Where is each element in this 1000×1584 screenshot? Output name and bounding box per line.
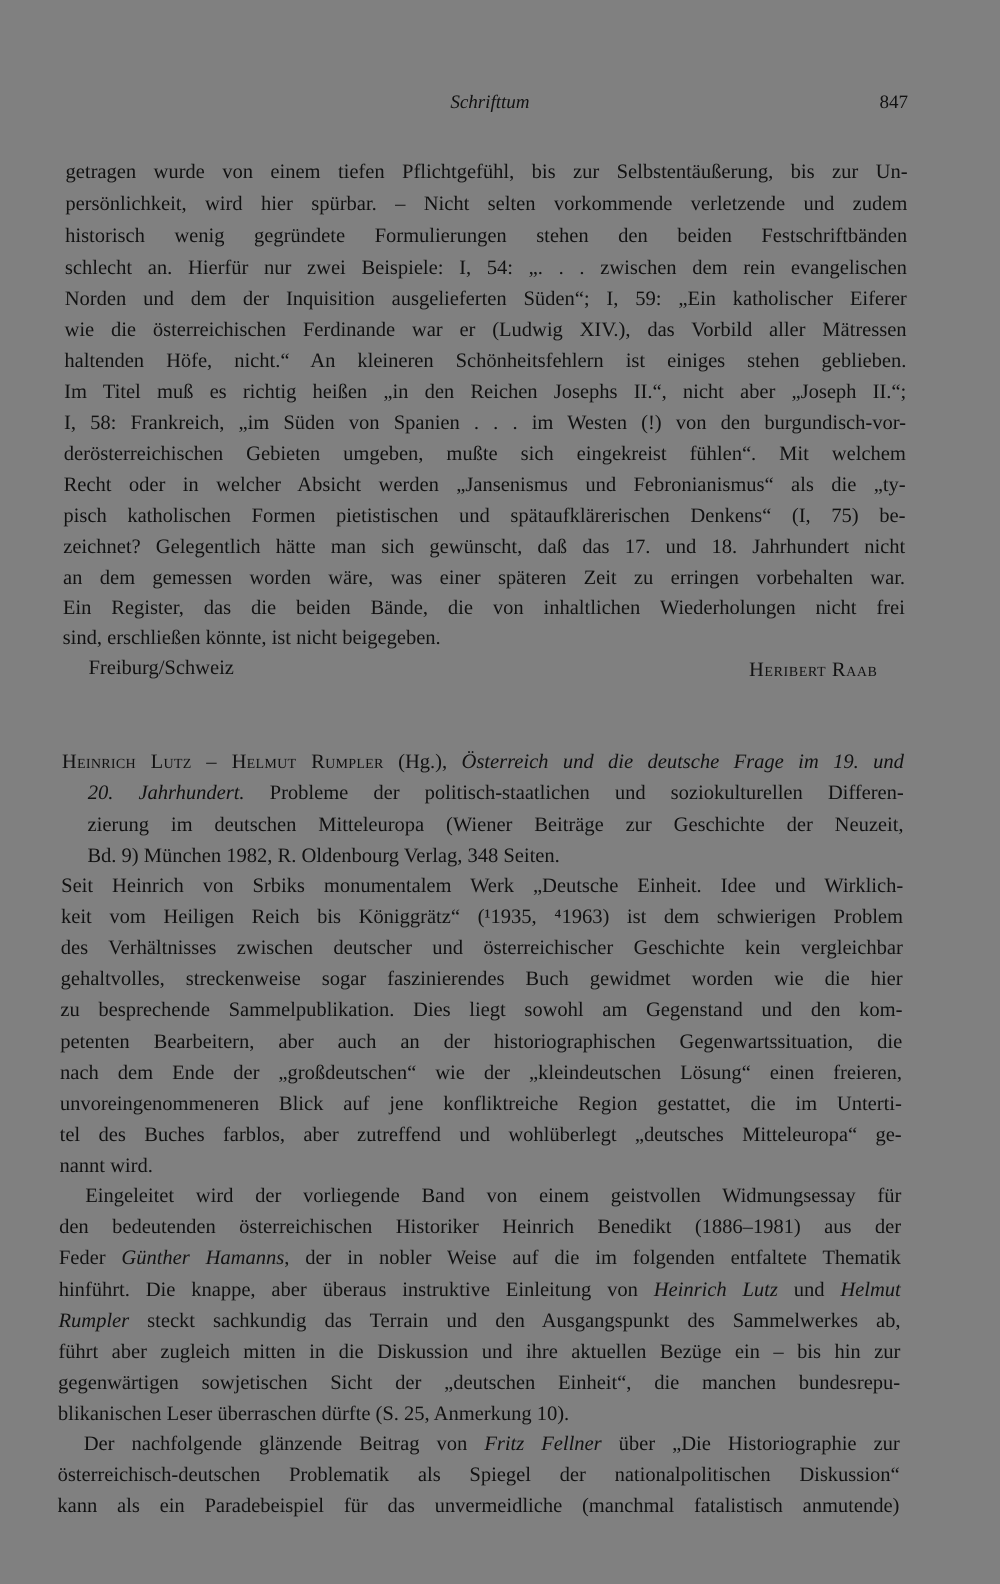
body-line [59,1277,901,1303]
book-title: Österreich und die deutsche Frage im 19. und [461,751,905,773]
citation-line [62,749,904,775]
citation-line: zierung im deutschen Mitteleuropa (Wiener Beiträge zur Geschichte der Neuzeit, [87,814,904,836]
body-line: persönlichkeit, wird hier spürbar. – Nicht selten vorkommende verletzende und zudem [65,193,908,215]
body-line: nannt wird. [59,1155,153,1177]
body-line: derösterreichischen Gebieten umgeben, mußte sich eingekreist fühlen“. Mit welchem [63,443,906,465]
text-run: hinführt. Die knappe, aber überaus instruktive Einleitung von [58,1279,654,1301]
text-run: und [777,1279,841,1301]
body-line: Norden und dem der Inquisition ausgelieferten Süden“; I, 59: „Ein katholischer Eiferer [64,288,907,310]
body-line [84,1431,900,1457]
body-line: gegenwärtigen sowjetischen Sicht der „deutschen Einheit“, die manchen bundesrepu- [58,1372,901,1394]
body-line: sind, erschließen könnte, ist nicht beigegeben. [62,627,441,649]
body-line [59,1245,901,1271]
book-title: 20. Jahrhundert. [87,782,245,804]
text-run: Feder [58,1247,122,1269]
body-line: schlecht an. Hierfür nur zwei Beispiele: I, 54: „. . . zwischen dem rein evangelischen [64,257,908,279]
body-line: historisch wenig gegründete Formulierungen stehen den beiden Festschriftbänden [65,225,908,247]
body-line: kann als ein Paradebeispiel für das unvermeidliche (manchmal fatalistisch anmutende) [57,1495,900,1517]
book-subtitle: Probleme der politisch-staatlichen und soziokulturellen Differen- [244,782,904,804]
body-line: keit vom Heiligen Reich bis Königgrätz“ (¹1935, ⁴1963) ist dem schwierigen Problem [60,906,904,928]
body-line: nach dem Ende der „großdeutschen“ wie der „kleindeutschen Lösung“ einen freieren, [59,1062,903,1084]
body-line: getragen wurde von einem tiefen Pflichtgefühl, bis zur Selbstentäußerung, bis zur Un- [65,161,908,183]
body-line: führt aber zugleich mitten in die Diskussion und ihre aktuellen Bezüge ein – bis hin zur [58,1341,901,1363]
body-line: wie die österreichischen Ferdinande war er (Ludwig XIV.), das Vorbild aller Mätressen [64,319,907,341]
text-run: steckt sachkundig das Terrain und den Ausgangspunkt des Sammelwerkes ab, [129,1310,901,1332]
citation-line [88,780,904,806]
author-name: Helmut [840,1279,901,1301]
body-line: Im Titel muß es richtig heißen „in den Reichen Josephs II.“, nicht aber „Joseph II.“; [64,381,907,403]
review-place: Freiburg/Schweiz [88,657,234,679]
body-line: Recht oder in welcher Absicht werden „Jansenismus und Febronianismus“ als die „ty- [63,474,906,496]
author-name: Rumpler [58,1310,130,1332]
reviewer-name: Heribert Raab [748,659,878,681]
body-line: haltenden Höfe, nicht.“ An kleineren Schönheitsfehlern ist einiges stehen geblieben. [64,350,907,372]
book-editors: Heinrich Lutz – Helmut Rumpler [61,751,384,773]
body-line: des Verhältnisses zwischen deutscher und österreichischer Geschichte kein vergleichbar [60,937,903,959]
body-line: petenten Bearbeitern, aber auch an der historiographischen Gegenwartssituation, die [60,1031,903,1053]
body-line: tel des Buches farblos, aber zutreffend und wohlüberlegt „deutsches Mitteleuropa“ ge- [59,1124,902,1146]
author-name: Heinrich Lutz [653,1279,778,1301]
body-line: unvoreingenommeneren Blick auf jene konfliktreiche Region gestattet, die im Unterti- [59,1093,902,1115]
editor-role: (Hg.), [383,751,462,773]
body-line: gehaltvolles, streckenweise sogar faszinierendes Buch gewidmet worden wie die hier [60,968,903,990]
author-name: Fritz Fellner [484,1433,602,1455]
author-name: Günther Hamanns [121,1247,285,1269]
body-line: an dem gemessen worden wäre, was einer späteren Zeit zu erringen vorbehalten war. [63,567,906,589]
body-line: den bedeutenden österreichischen Historiker Heinrich Benedikt (1886–1981) aus der [59,1216,902,1238]
body-line: Seit Heinrich von Srbiks monumentalem Werk „Deutsche Einheit. Idee und Wirklich- [61,875,904,897]
body-line: zu besprechende Sammelpublikation. Dies liegt sowohl am Gegenstand und den kom- [60,999,903,1021]
text-run: Der nachfolgende glänzende Beitrag von [83,1433,485,1455]
body-line: I, 58: Frankreich, „im Süden von Spanien . . . im Westen (!) von den burgundisch-vor- [63,412,907,434]
body-line: zeichnet? Gelegentlich hätte man sich gewünscht, daß das 17. und 18. Jahrhundert nicht [63,536,906,558]
body-line: Eingeleitet wird der vorliegende Band von einem geistvollen Widmungsessay für [85,1185,902,1207]
text-run: , der in nobler Weise auf die im folgenden entfaltete Thematik [284,1247,901,1269]
body-line: österreichisch-deutschen Problematik als Spiegel der nationalpolitischen Diskussion“ [57,1464,900,1486]
running-title: Schrifttum [450,92,530,113]
citation-line: Bd. 9) München 1982, R. Oldenbourg Verlag, 348 Seiten. [87,845,560,867]
body-line: pisch katholischen Formen pietistischen und spätaufklärerischen Denkens“ (I, 75) be- [63,505,906,527]
body-line: blikanischen Leser überraschen dürfte (S. 25, Anmerkung 10). [57,1403,570,1425]
body-line: Ein Register, das die beiden Bände, die von inhaltlichen Wiederholungen nicht frei [62,597,905,619]
text-run: über „Die Historiographie zur [601,1433,900,1455]
body-line [58,1308,900,1334]
page-number: 847 [879,92,909,113]
